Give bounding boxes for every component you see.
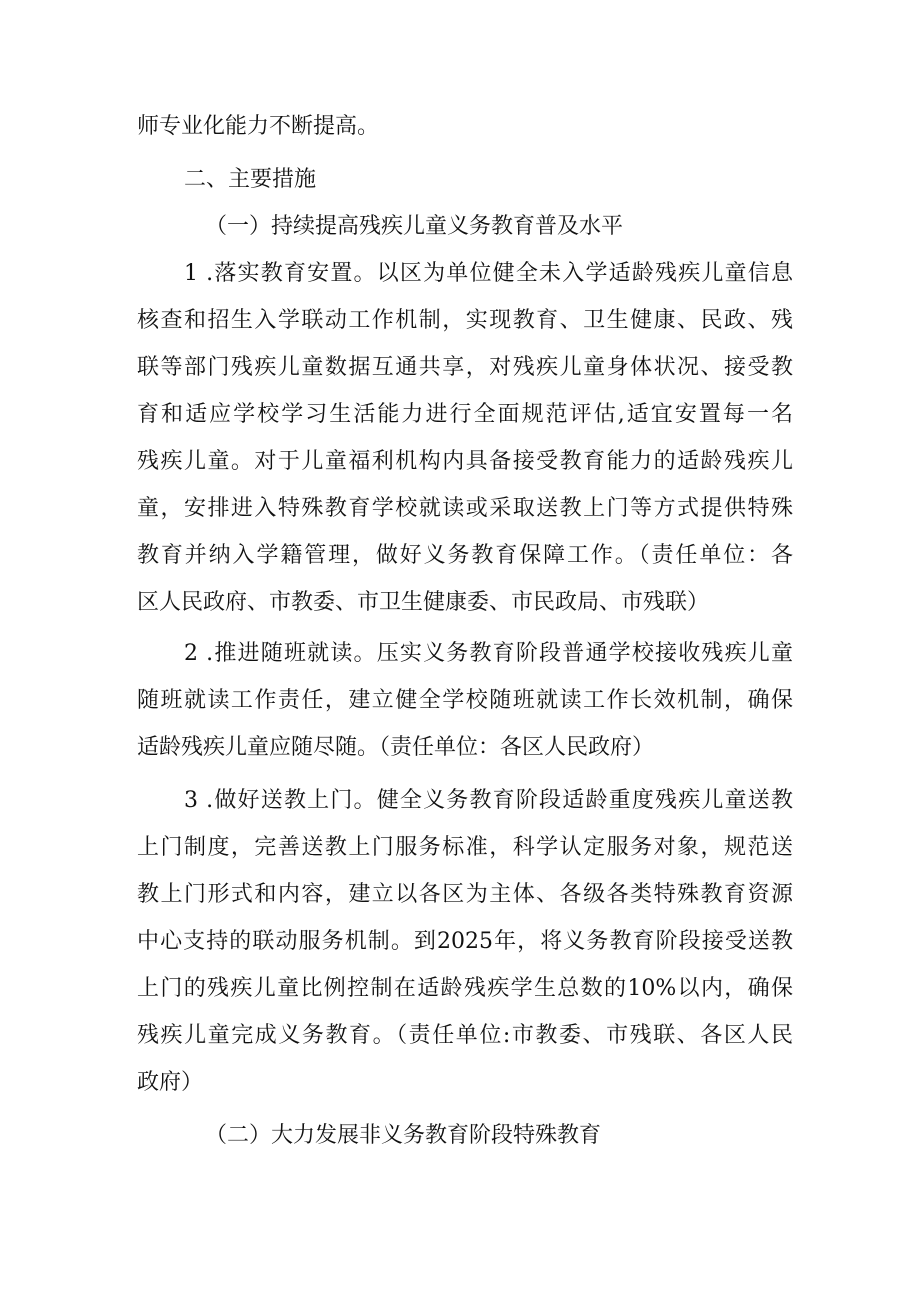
paragraph-line: 联等部门残疾儿童数据互通共享，对残疾儿童身体状况、接受教	[137, 355, 793, 380]
section-heading: 二、主要措施	[184, 167, 317, 192]
paragraph-line: 育和适应学校学习生活能力进行全面规范评估,适宜安置每一名	[137, 402, 793, 427]
paragraph-line: 3 .做好送教上门。健全义务教育阶段适龄重度残疾儿童送教	[184, 788, 793, 813]
paragraph-line: 师专业化能力不断提高。	[137, 114, 380, 139]
subsection-heading: （二）大力发展非义务教育阶段特殊教育	[205, 1123, 602, 1148]
paragraph-line: 教上门形式和内容，建立以各区为主体、各级各类特殊教育资源	[137, 882, 793, 907]
paragraph-line: 残疾儿童。对于儿童福利机构内具备接受教育能力的适龄残疾儿	[137, 449, 793, 474]
paragraph-line: 残疾儿童完成义务教育。（责任单位:市教委、市残联、各区人民	[137, 1023, 793, 1048]
paragraph-line: 上门的残疾儿童比例控制在适龄残疾学生总数的10%以内，确保	[137, 976, 793, 1001]
paragraph-line: 适龄残疾儿童应随尽随。（责任单位：各区人民政府）	[137, 735, 655, 760]
paragraph-line: 政府）	[137, 1070, 204, 1095]
paragraph-line: 童，安排进入特殊教育学校就读或采取送教上门等方式提供特殊	[137, 496, 793, 521]
subsection-heading: （一）持续提高残疾儿童义务教育普及水平	[205, 214, 624, 239]
paragraph-line: 1 .落实教育安置。以区为单位健全未入学适龄残疾儿童信息	[184, 261, 793, 286]
paragraph-line: 上门制度，完善送教上门服务标准，科学认定服务对象，规范送	[137, 835, 793, 860]
paragraph-line: 教育并纳入学籍管理，做好义务教育保障工作。（责任单位：各	[137, 543, 793, 568]
paragraph-line: 核查和招生入学联动工作机制，实现教育、卫生健康、民政、残	[137, 308, 793, 333]
paragraph-line: 区人民政府、市教委、市卫生健康委、市民政局、市残联）	[137, 590, 710, 615]
paragraph-line: 随班就读工作责任，建立健全学校随班就读工作长效机制，确保	[137, 688, 793, 713]
paragraph-line: 中心支持的联动服务机制。到2025年，将义务教育阶段接受送教	[137, 929, 793, 954]
paragraph-line: 2 .推进随班就读。压实义务教育阶段普通学校接收残疾儿童	[184, 641, 793, 666]
